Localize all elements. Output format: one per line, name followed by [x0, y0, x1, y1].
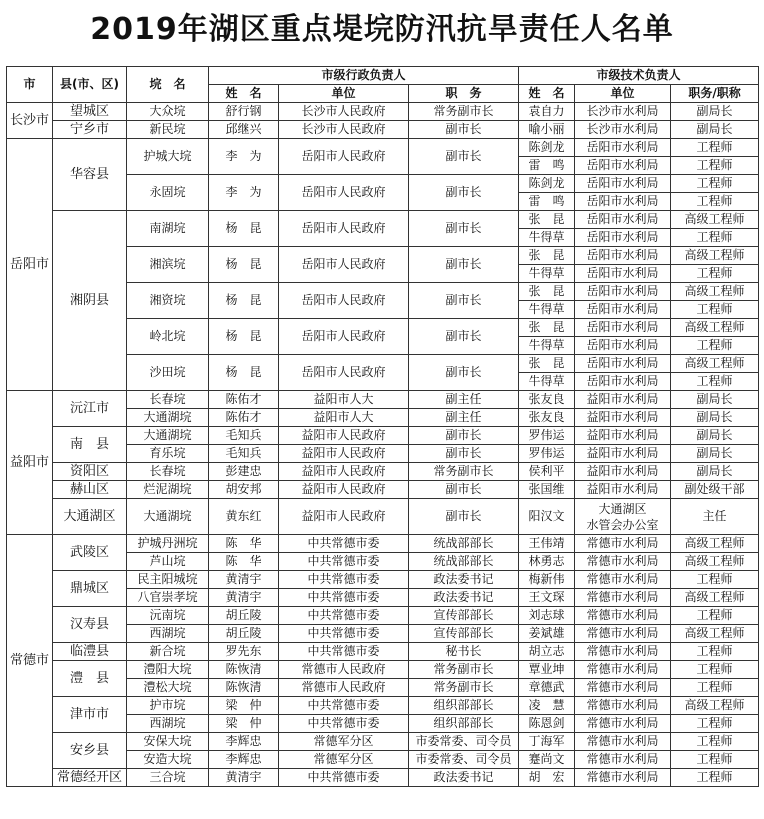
- admin-unit-cell: 益阳市人民政府: [279, 463, 409, 481]
- admin-post-cell: 副市长: [409, 211, 519, 247]
- admin-unit-cell: 中共常德市委: [279, 715, 409, 733]
- page-title: 2019年湖区重点堤垸防汛抗旱责任人名单: [90, 12, 674, 47]
- admin-name-cell: 黄清宇: [209, 571, 279, 589]
- table-row: [7, 607, 759, 625]
- tech-unit-cell: 常德市水利局: [575, 751, 671, 769]
- table-row: [7, 769, 759, 787]
- polder-cell: 长春垸: [127, 391, 209, 409]
- polder-cell: 湘滨垸: [127, 247, 209, 283]
- tech-name-cell: 袁自力: [519, 103, 575, 121]
- tech-post-cell: 高级工程师: [671, 589, 759, 607]
- polder-cell: 烂泥湖垸: [127, 481, 209, 499]
- polder-cell: 芦山垸: [127, 553, 209, 571]
- tech-name-cell: 覃业坤: [519, 661, 575, 679]
- tech-post-cell: 高级工程师: [671, 247, 759, 265]
- tech-post-cell: 副局长: [671, 445, 759, 463]
- table-body: [7, 103, 759, 787]
- tech-unit-cell: 岳阳市水利局: [575, 283, 671, 301]
- tech-unit-cell: 益阳市水利局: [575, 463, 671, 481]
- city-cell: 益阳市: [7, 391, 53, 535]
- tech-post-cell: 副局长: [671, 391, 759, 409]
- tech-name-cell: 张 昆: [519, 211, 575, 229]
- tech-name-cell: 侯利平: [519, 463, 575, 481]
- col-tech-name-header: 姓 名: [519, 85, 575, 103]
- tech-post-cell: 副处级干部: [671, 481, 759, 499]
- admin-unit-cell: 岳阳市人民政府: [279, 211, 409, 247]
- tech-post-cell: 高级工程师: [671, 319, 759, 337]
- admin-post-cell: 市委常委、司令员: [409, 751, 519, 769]
- tech-name-cell: 凌 慧: [519, 697, 575, 715]
- tech-name-cell: 王伟靖: [519, 535, 575, 553]
- table-row: [7, 139, 759, 157]
- tech-post-cell: 高级工程师: [671, 535, 759, 553]
- tech-post-cell: 工程师: [671, 751, 759, 769]
- tech-name-cell: 雷 鸣: [519, 157, 575, 175]
- admin-name-cell: 杨 昆: [209, 211, 279, 247]
- admin-name-cell: 梁 仲: [209, 697, 279, 715]
- col-polder-header: 垸 名: [127, 67, 209, 103]
- tech-name-cell: 姜斌雄: [519, 625, 575, 643]
- tech-post-cell: 高级工程师: [671, 355, 759, 373]
- tech-post-cell: 工程师: [671, 373, 759, 391]
- tech-post-cell: 副局长: [671, 103, 759, 121]
- admin-name-cell: 陈恢清: [209, 661, 279, 679]
- tech-name-cell: 张国维: [519, 481, 575, 499]
- admin-post-cell: 宣传部部长: [409, 625, 519, 643]
- admin-post-cell: 政法委书记: [409, 769, 519, 787]
- tech-unit-cell: 益阳市水利局: [575, 409, 671, 427]
- tech-name-cell: 牛得草: [519, 301, 575, 319]
- tech-post-cell: 副局长: [671, 121, 759, 139]
- admin-post-cell: 副主任: [409, 409, 519, 427]
- county-cell: 沅江市: [53, 391, 127, 427]
- tech-name-cell: 王文琛: [519, 589, 575, 607]
- admin-post-cell: 常务副市长: [409, 661, 519, 679]
- admin-name-cell: 陈佑才: [209, 409, 279, 427]
- table-row: [7, 427, 759, 445]
- table-row: [7, 661, 759, 679]
- tech-post-cell: 高级工程师: [671, 211, 759, 229]
- admin-name-cell: 罗先东: [209, 643, 279, 661]
- tech-name-cell: 陈剑龙: [519, 175, 575, 193]
- admin-name-cell: 陈 华: [209, 535, 279, 553]
- tech-post-cell: 高级工程师: [671, 625, 759, 643]
- admin-post-cell: 常务副市长: [409, 679, 519, 697]
- admin-unit-cell: 长沙市人民政府: [279, 121, 409, 139]
- admin-post-cell: 副市长: [409, 427, 519, 445]
- admin-post-cell: 副市长: [409, 499, 519, 535]
- tech-name-cell: 林勇志: [519, 553, 575, 571]
- polder-cell: 长春垸: [127, 463, 209, 481]
- tech-unit-cell: 益阳市水利局: [575, 391, 671, 409]
- tech-post-cell: 高级工程师: [671, 553, 759, 571]
- admin-name-cell: 胡安邦: [209, 481, 279, 499]
- tech-name-cell: 张 昆: [519, 247, 575, 265]
- admin-group-header: 市级行政负责人: [209, 67, 519, 85]
- tech-name-cell: 陈恩剑: [519, 715, 575, 733]
- tech-name-cell: 雷 鸣: [519, 193, 575, 211]
- tech-post-cell: 工程师: [671, 265, 759, 283]
- admin-name-cell: 杨 昆: [209, 247, 279, 283]
- admin-name-cell: 毛知兵: [209, 445, 279, 463]
- admin-unit-cell: 常德市人民政府: [279, 661, 409, 679]
- tech-unit-cell: 长沙市水利局: [575, 121, 671, 139]
- admin-unit-cell: 中共常德市委: [279, 535, 409, 553]
- admin-unit-cell: 岳阳市人民政府: [279, 283, 409, 319]
- tech-unit-cell: 岳阳市水利局: [575, 337, 671, 355]
- admin-unit-cell: 益阳市人民政府: [279, 499, 409, 535]
- col-tech-unit-header: 单位: [575, 85, 671, 103]
- tech-post-cell: 工程师: [671, 643, 759, 661]
- admin-unit-cell: 岳阳市人民政府: [279, 355, 409, 391]
- county-cell: 大通湖区: [53, 499, 127, 535]
- admin-name-cell: 胡丘陵: [209, 607, 279, 625]
- admin-name-cell: 杨 昆: [209, 319, 279, 355]
- tech-unit-cell: 长沙市水利局: [575, 103, 671, 121]
- admin-name-cell: 梁 仲: [209, 715, 279, 733]
- admin-name-cell: 陈 华: [209, 553, 279, 571]
- county-cell: 望城区: [53, 103, 127, 121]
- admin-name-cell: 杨 昆: [209, 355, 279, 391]
- polder-cell: 西湖垸: [127, 715, 209, 733]
- polder-cell: 永固垸: [127, 175, 209, 211]
- polder-cell: 新合垸: [127, 643, 209, 661]
- polder-cell: 民主阳城垸: [127, 571, 209, 589]
- table-row: [7, 211, 759, 229]
- county-cell: 南 县: [53, 427, 127, 463]
- polder-cell: 八官崇孝垸: [127, 589, 209, 607]
- polder-cell: 湘资垸: [127, 283, 209, 319]
- county-cell: 赫山区: [53, 481, 127, 499]
- tech-unit-cell: 岳阳市水利局: [575, 355, 671, 373]
- admin-post-cell: 副市长: [409, 121, 519, 139]
- tech-group-header: 市级技术负责人: [519, 67, 759, 85]
- tech-post-cell: 工程师: [671, 229, 759, 247]
- admin-post-cell: 政法委书记: [409, 589, 519, 607]
- tech-unit-cell: 岳阳市水利局: [575, 247, 671, 265]
- tech-name-cell: 罗伟运: [519, 427, 575, 445]
- tech-name-cell: 牛得草: [519, 337, 575, 355]
- col-county-header: 县(市、区): [53, 67, 127, 103]
- polder-cell: 沅南垸: [127, 607, 209, 625]
- admin-post-cell: 副市长: [409, 283, 519, 319]
- table-row: [7, 391, 759, 409]
- tech-post-cell: 工程师: [671, 337, 759, 355]
- tech-unit-cell: 常德市水利局: [575, 553, 671, 571]
- admin-post-cell: 副市长: [409, 319, 519, 355]
- admin-name-cell: 舒行钢: [209, 103, 279, 121]
- admin-name-cell: 彭建忠: [209, 463, 279, 481]
- city-cell: 常德市: [7, 535, 53, 787]
- admin-unit-cell: 中共常德市委: [279, 553, 409, 571]
- polder-cell: 安保大垸: [127, 733, 209, 751]
- county-cell: 安乡县: [53, 733, 127, 769]
- tech-unit-cell: 常德市水利局: [575, 733, 671, 751]
- polder-cell: 护城大垸: [127, 139, 209, 175]
- tech-name-cell: 罗伟运: [519, 445, 575, 463]
- tech-unit-cell: 岳阳市水利局: [575, 229, 671, 247]
- tech-name-cell: 蹇尚文: [519, 751, 575, 769]
- admin-unit-cell: 中共常德市委: [279, 769, 409, 787]
- tech-post-cell: 副局长: [671, 463, 759, 481]
- tech-name-cell: 胡立志: [519, 643, 575, 661]
- county-cell: 临澧县: [53, 643, 127, 661]
- tech-unit-cell: 益阳市水利局: [575, 427, 671, 445]
- admin-unit-cell: 益阳市人民政府: [279, 481, 409, 499]
- polder-cell: 大通湖垸: [127, 427, 209, 445]
- admin-name-cell: 李辉忠: [209, 751, 279, 769]
- tech-name-cell: 牛得草: [519, 265, 575, 283]
- admin-name-cell: 李 为: [209, 175, 279, 211]
- tech-unit-cell: 常德市水利局: [575, 571, 671, 589]
- responsibility-table: [6, 66, 759, 787]
- tech-name-cell: 张 昆: [519, 319, 575, 337]
- admin-name-cell: 邱继兴: [209, 121, 279, 139]
- admin-post-cell: 秘书长: [409, 643, 519, 661]
- polder-cell: 安造大垸: [127, 751, 209, 769]
- county-cell: 华容县: [53, 139, 127, 211]
- admin-post-cell: 副主任: [409, 391, 519, 409]
- tech-name-cell: 梅新伟: [519, 571, 575, 589]
- tech-unit-cell: 岳阳市水利局: [575, 157, 671, 175]
- tech-post-cell: 工程师: [671, 301, 759, 319]
- admin-unit-cell: 岳阳市人民政府: [279, 247, 409, 283]
- table-row: [7, 733, 759, 751]
- polder-cell: 育乐垸: [127, 445, 209, 463]
- tech-post-cell: 副局长: [671, 409, 759, 427]
- tech-name-cell: 张友良: [519, 391, 575, 409]
- tech-unit-cell: 岳阳市水利局: [575, 319, 671, 337]
- tech-unit-cell: 大通湖区 水管会办公室: [575, 499, 671, 535]
- table-row: [7, 571, 759, 589]
- tech-post-cell: 工程师: [671, 607, 759, 625]
- admin-post-cell: 市委常委、司令员: [409, 733, 519, 751]
- tech-post-cell: 工程师: [671, 715, 759, 733]
- polder-cell: 大众垸: [127, 103, 209, 121]
- admin-unit-cell: 常德军分区: [279, 733, 409, 751]
- tech-unit-cell: 常德市水利局: [575, 769, 671, 787]
- polder-cell: 西湖垸: [127, 625, 209, 643]
- county-cell: 常德经开区: [53, 769, 127, 787]
- tech-unit-cell: 常德市水利局: [575, 661, 671, 679]
- tech-name-cell: 阳汉文: [519, 499, 575, 535]
- admin-unit-cell: 中共常德市委: [279, 625, 409, 643]
- polder-cell: 南湖垸: [127, 211, 209, 247]
- tech-unit-cell: 岳阳市水利局: [575, 211, 671, 229]
- tech-unit-cell: 常德市水利局: [575, 697, 671, 715]
- admin-post-cell: 组织部部长: [409, 715, 519, 733]
- admin-unit-cell: 中共常德市委: [279, 697, 409, 715]
- admin-post-cell: 常务副市长: [409, 103, 519, 121]
- admin-unit-cell: 岳阳市人民政府: [279, 175, 409, 211]
- admin-unit-cell: 益阳市人大: [279, 391, 409, 409]
- admin-post-cell: 常务副市长: [409, 463, 519, 481]
- polder-cell: 澧阳大垸: [127, 661, 209, 679]
- tech-unit-cell: 常德市水利局: [575, 679, 671, 697]
- county-cell: 澧 县: [53, 661, 127, 697]
- admin-name-cell: 杨 昆: [209, 283, 279, 319]
- table-row: [7, 697, 759, 715]
- admin-unit-cell: 益阳市人民政府: [279, 445, 409, 463]
- tech-post-cell: 工程师: [671, 661, 759, 679]
- tech-post-cell: 工程师: [671, 571, 759, 589]
- admin-post-cell: 副市长: [409, 481, 519, 499]
- county-cell: 津市市: [53, 697, 127, 733]
- admin-unit-cell: 益阳市人大: [279, 409, 409, 427]
- admin-post-cell: 副市长: [409, 175, 519, 211]
- admin-name-cell: 黄东红: [209, 499, 279, 535]
- polder-cell: 岭北垸: [127, 319, 209, 355]
- admin-post-cell: 副市长: [409, 445, 519, 463]
- table-row: [7, 643, 759, 661]
- city-cell: 长沙市: [7, 103, 53, 139]
- tech-name-cell: 张 昆: [519, 283, 575, 301]
- polder-cell: 大通湖垸: [127, 409, 209, 427]
- tech-unit-cell: 常德市水利局: [575, 715, 671, 733]
- tech-name-cell: 陈剑龙: [519, 139, 575, 157]
- table-row: [7, 463, 759, 481]
- tech-post-cell: 工程师: [671, 157, 759, 175]
- table-row: [7, 481, 759, 499]
- table-row: [7, 103, 759, 121]
- tech-unit-cell: 岳阳市水利局: [575, 265, 671, 283]
- county-cell: 宁乡市: [53, 121, 127, 139]
- tech-unit-cell: 岳阳市水利局: [575, 175, 671, 193]
- county-cell: 资阳区: [53, 463, 127, 481]
- tech-unit-cell: 常德市水利局: [575, 589, 671, 607]
- tech-post-cell: 工程师: [671, 175, 759, 193]
- polder-cell: 三合垸: [127, 769, 209, 787]
- admin-name-cell: 陈佑才: [209, 391, 279, 409]
- admin-unit-cell: 中共常德市委: [279, 589, 409, 607]
- polder-cell: 沙田垸: [127, 355, 209, 391]
- tech-unit-cell: 岳阳市水利局: [575, 373, 671, 391]
- col-tech-post-header: 职务/职称: [671, 85, 759, 103]
- admin-unit-cell: 中共常德市委: [279, 643, 409, 661]
- admin-name-cell: 黄清宇: [209, 589, 279, 607]
- admin-post-cell: 统战部部长: [409, 553, 519, 571]
- tech-post-cell: 高级工程师: [671, 283, 759, 301]
- admin-post-cell: 宣传部部长: [409, 607, 519, 625]
- admin-name-cell: 黄清宇: [209, 769, 279, 787]
- col-admin-name-header: 姓 名: [209, 85, 279, 103]
- tech-post-cell: 工程师: [671, 193, 759, 211]
- tech-unit-cell: 岳阳市水利局: [575, 301, 671, 319]
- admin-unit-cell: 中共常德市委: [279, 571, 409, 589]
- county-cell: 汉寿县: [53, 607, 127, 643]
- col-admin-unit-header: 单位: [279, 85, 409, 103]
- tech-unit-cell: 益阳市水利局: [575, 445, 671, 463]
- tech-post-cell: 工程师: [671, 139, 759, 157]
- tech-unit-cell: 岳阳市水利局: [575, 139, 671, 157]
- admin-unit-cell: 益阳市人民政府: [279, 427, 409, 445]
- admin-unit-cell: 长沙市人民政府: [279, 103, 409, 121]
- admin-post-cell: 副市长: [409, 355, 519, 391]
- col-city-header: 市: [7, 67, 53, 103]
- table-row: [7, 121, 759, 139]
- county-cell: 湘阴县: [53, 211, 127, 391]
- tech-name-cell: 张 昆: [519, 355, 575, 373]
- admin-name-cell: 毛知兵: [209, 427, 279, 445]
- county-cell: 武陵区: [53, 535, 127, 571]
- polder-cell: 护市垸: [127, 697, 209, 715]
- tech-name-cell: 刘志球: [519, 607, 575, 625]
- tech-name-cell: 章德武: [519, 679, 575, 697]
- tech-post-cell: 副局长: [671, 427, 759, 445]
- tech-unit-cell: 益阳市水利局: [575, 481, 671, 499]
- tech-post-cell: 工程师: [671, 769, 759, 787]
- col-admin-post-header: 职 务: [409, 85, 519, 103]
- admin-unit-cell: 岳阳市人民政府: [279, 139, 409, 175]
- admin-post-cell: 副市长: [409, 139, 519, 175]
- admin-unit-cell: 常德军分区: [279, 751, 409, 769]
- county-cell: 鼎城区: [53, 571, 127, 607]
- table-row: [7, 499, 759, 535]
- tech-unit-cell: 常德市水利局: [575, 535, 671, 553]
- tech-post-cell: 主任: [671, 499, 759, 535]
- tech-name-cell: 牛得草: [519, 229, 575, 247]
- city-cell: 岳阳市: [7, 139, 53, 391]
- admin-unit-cell: 岳阳市人民政府: [279, 319, 409, 355]
- tech-name-cell: 喻小丽: [519, 121, 575, 139]
- tech-unit-cell: 常德市水利局: [575, 607, 671, 625]
- admin-post-cell: 组织部部长: [409, 697, 519, 715]
- table-header: [7, 67, 759, 103]
- polder-cell: 大通湖垸: [127, 499, 209, 535]
- polder-cell: 新民垸: [127, 121, 209, 139]
- tech-unit-cell: 岳阳市水利局: [575, 193, 671, 211]
- tech-post-cell: 高级工程师: [671, 697, 759, 715]
- tech-name-cell: 张友良: [519, 409, 575, 427]
- tech-unit-cell: 常德市水利局: [575, 643, 671, 661]
- polder-cell: 澧松大垸: [127, 679, 209, 697]
- admin-unit-cell: 中共常德市委: [279, 607, 409, 625]
- admin-name-cell: 李辉忠: [209, 733, 279, 751]
- tech-post-cell: 工程师: [671, 679, 759, 697]
- admin-post-cell: 政法委书记: [409, 571, 519, 589]
- admin-post-cell: 副市长: [409, 247, 519, 283]
- admin-name-cell: 胡丘陵: [209, 625, 279, 643]
- admin-name-cell: 李 为: [209, 139, 279, 175]
- table-row: [7, 535, 759, 553]
- tech-unit-cell: 常德市水利局: [575, 625, 671, 643]
- tech-name-cell: 牛得草: [519, 373, 575, 391]
- admin-post-cell: 统战部部长: [409, 535, 519, 553]
- admin-name-cell: 陈恢清: [209, 679, 279, 697]
- tech-name-cell: 丁海军: [519, 733, 575, 751]
- polder-cell: 护城丹洲垸: [127, 535, 209, 553]
- admin-unit-cell: 常德市人民政府: [279, 679, 409, 697]
- tech-name-cell: 胡 宏: [519, 769, 575, 787]
- tech-post-cell: 工程师: [671, 733, 759, 751]
